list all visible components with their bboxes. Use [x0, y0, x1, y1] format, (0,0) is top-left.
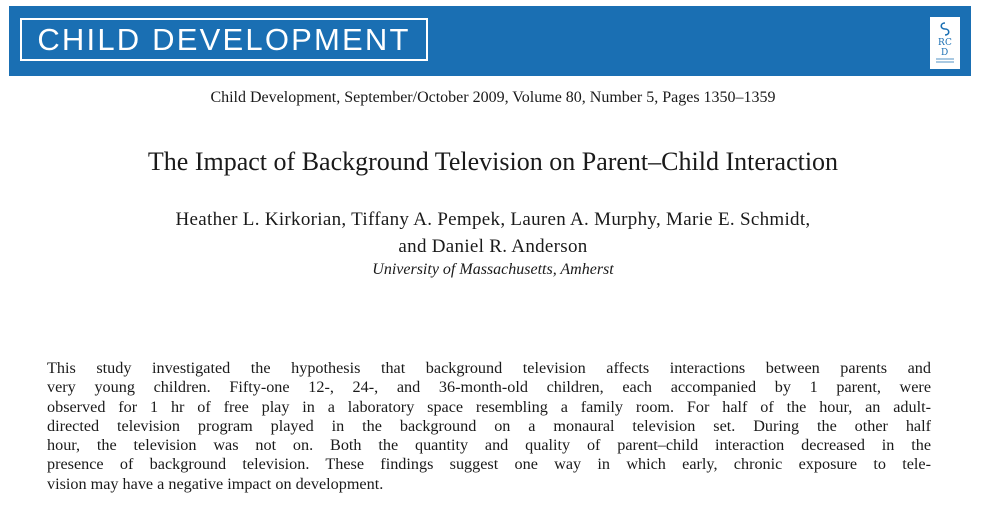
abstract-line: very young children. Fifty-one 12-, 24-, and 36-month-old children, each accompanied by 1 parent, were: [47, 378, 931, 397]
abstract: [47, 359, 931, 494]
author-list: [0, 206, 986, 260]
author-line: Heather L. Kirkorian, Tiffany A. Pempek, Lauren A. Murphy, Marie E. Schmidt,: [175, 209, 811, 230]
author-affiliation: University of Massachusetts, Amherst: [372, 261, 614, 278]
svg-text:C: C: [945, 38, 952, 48]
svg-text:D: D: [941, 48, 949, 58]
article-title: The Impact of Background Television on Parent–Child Interaction: [147, 147, 839, 176]
journal-banner: [9, 6, 971, 76]
abstract-line: hour, the television was not on. Both the quantity and quality of parent–child interaction decreased in the: [47, 436, 931, 455]
abstract-line: observed for 1 hr of free play in a laboratory space resembling a family room. For half of the hour, an adult-: [47, 397, 931, 416]
srcd-logo-icon: [930, 17, 960, 69]
svg-text:R: R: [938, 38, 945, 48]
abstract-line: directed television program played in the background on a monaural television set. During the other half: [47, 416, 931, 435]
journal-name-box: [20, 18, 428, 61]
journal-name: CHILD DEVELOPMENT: [37, 22, 411, 57]
journal-citation: Child Development, September/October 2009, Volume 80, Number 5, Pages 1350–1359: [210, 89, 776, 106]
abstract-line: vision may have a negative impact on development.: [47, 474, 384, 493]
author-line: and Daniel R. Anderson: [398, 236, 588, 257]
abstract-line: This study investigated the hypothesis that background television affects interactions between parents and: [47, 359, 931, 377]
abstract-line: presence of background television. These findings suggest one way in which early, chronic exposure to tele-: [47, 455, 931, 474]
